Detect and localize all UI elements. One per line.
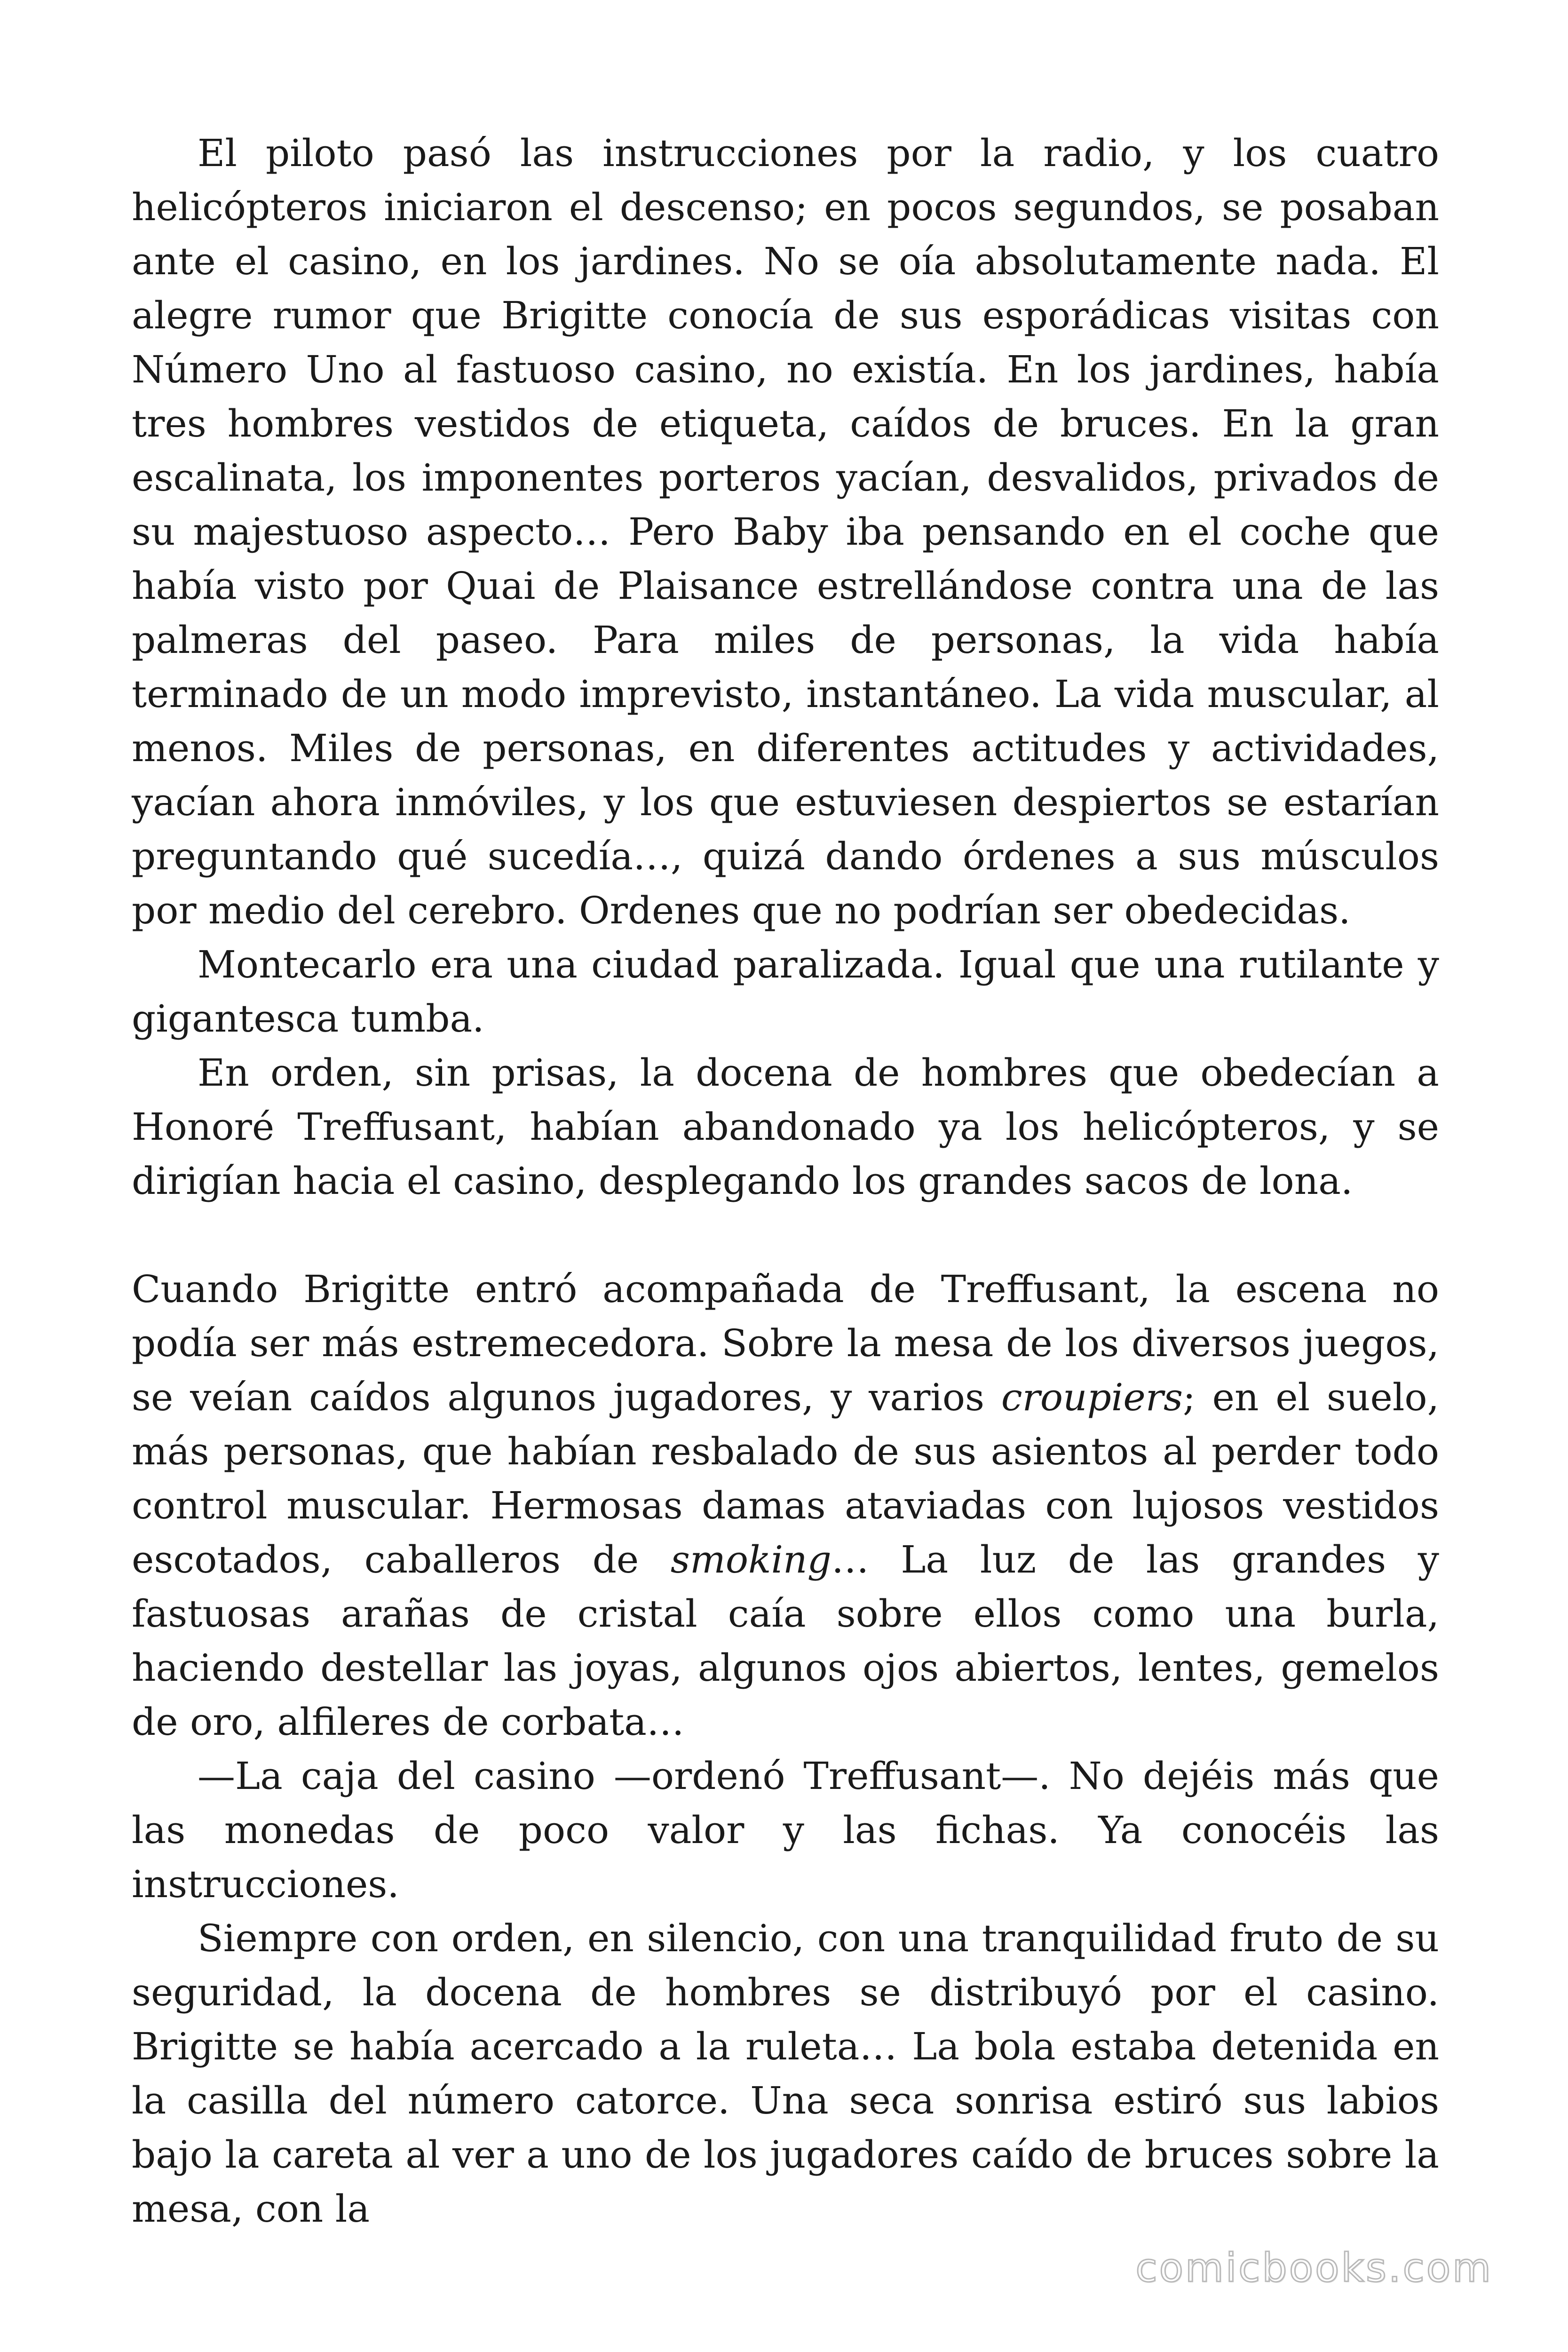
- paragraph-text: … La luz de las grandes y fastuosas arañas de cristal caía sobre ellos como una burla, haciendo destellar las joyas, algunos ojos abiertos, lentes, gemelos de oro, alfileres de corbata…: [132, 1538, 1440, 1744]
- paragraph-text: El piloto pasó las instrucciones por la radio, y los cuatro helicópteros iniciaron el descenso; en pocos segundos, se posaban ante el casino, en los jardines. No se oía absolutamente nada. El alegre rumor que Brigitte conocía de sus esporádicas visitas con Número Uno al fastuoso casino, no existía. En los jardines, había tres hombres vestidos de etiqueta, caídos de bruces. En la gran escalinata, los imponentes porteros yacían, desvalidos, privados de su majestuoso aspecto… Pero Baby iba pensando en el coche que había visto por Quai de Plaisance estrellándose contra una de las palmeras del paseo. Para miles de personas, la vida había terminado de un modo imprevisto, instantáneo. La vida muscular, al menos. Miles de personas, en diferentes actitudes y actividades, yacían ahora inmóviles, y los que estuviesen despiertos se estarían preguntando qué sucedía…, quizá dando órdenes a sus músculos por medio del cerebro. Ordenes que no podrían ser obedecidas.: [132, 131, 1439, 932]
- paragraph: [132, 1262, 1439, 1749]
- paragraph-text: ; en el suelo, más personas, que habían resbalado de sus asientos al perder todo control muscular. Hermosas damas ataviadas con lujosos vestidos escotados, caballeros de: [132, 1375, 1439, 1581]
- paragraph-text: —La caja del casino —ordenó Treffusant—. No dejéis más que las monedas de poco valor y las fichas. Ya conocéis las instrucciones.: [132, 1754, 1439, 1906]
- paragraph-text: Siempre con orden, en silencio, con una tranquilidad fruto de su seguridad, la docena de hombres se distribuyó por el casino. Brigitte se había acercado a la ruleta… La bola estaba detenida en la casilla del número catorce. Una seca sonrisa estiró sus labios bajo la careta al ver a uno de los jugadores caído de bruces sobre la mesa, con la: [132, 1916, 1439, 2231]
- paragraph: [132, 126, 1439, 938]
- paragraph-text: En orden, sin prisas, la docena de hombres que obedecían a Honoré Treffusant, habían abandonado ya los helicópteros, y se dirigían hacia el casino, desplegando los grandes sacos de lona.: [132, 1051, 1439, 1203]
- paragraph-text: Cuando Brigitte entró acompañada de Treffusant, la escena no podía ser más estremecedora. Sobre la mesa de los diversos juegos, se veían caídos algunos jugadores, y varios: [132, 1267, 1439, 1419]
- body-text: [132, 126, 1439, 2236]
- watermark-logo: comicbooks.com: [1135, 2245, 1493, 2291]
- paragraph-text: Montecarlo era una ciudad paralizada. Igual que una rutilante y gigantesca tumba.: [132, 943, 1439, 1041]
- italic-term: smoking: [670, 1538, 832, 1581]
- paragraph: [132, 1046, 1439, 1208]
- paragraph: [132, 938, 1439, 1046]
- paragraph: [132, 1911, 1439, 2236]
- italic-term: croupiers: [1001, 1375, 1183, 1419]
- section-break: [132, 1208, 1439, 1262]
- paragraph: [132, 1749, 1439, 1911]
